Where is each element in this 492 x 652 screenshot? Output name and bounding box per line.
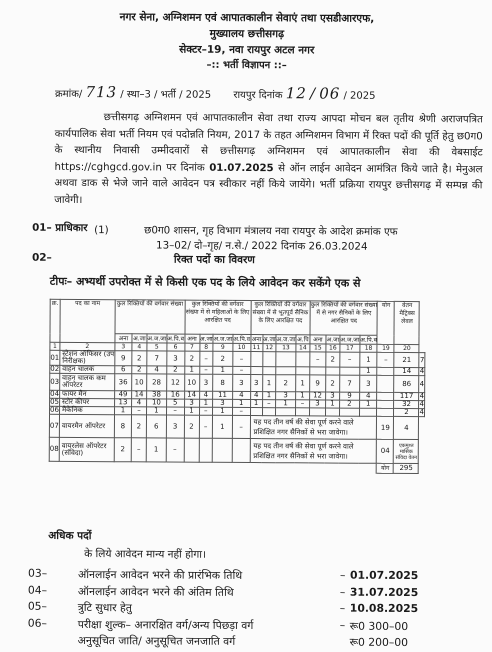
- date-row-value: 10.08.2025: [349, 601, 419, 616]
- row-cell: –: [310, 352, 326, 367]
- row-total: 32: [394, 400, 419, 408]
- row-cell: 6: [146, 415, 166, 438]
- date-row-number: 06–: [27, 616, 47, 630]
- col-head-post: पद का नाम: [60, 299, 115, 342]
- row-cell: [212, 438, 232, 462]
- row-cell: 13: [114, 399, 131, 407]
- row-cell: 1: [213, 366, 233, 374]
- col-num: 5: [147, 343, 167, 351]
- row-cell: 2: [213, 351, 233, 366]
- row-total: 19: [377, 416, 394, 439]
- row-cell: –: [377, 352, 394, 367]
- row-cell: 12: [310, 392, 326, 400]
- date-row-label: परीक्षा शुल्क– अनारक्षित वर्ग/अन्य पिछड़ा वर्ग: [77, 617, 254, 632]
- row-cell: 2: [132, 366, 147, 374]
- row-cell: [325, 408, 339, 416]
- row-pay-level: 7: [419, 353, 425, 368]
- col-num: 1: [50, 342, 60, 350]
- row-cell: –: [340, 352, 360, 367]
- vacancy-table: [49, 299, 426, 474]
- row-cell: [377, 375, 394, 392]
- col-head-women: कुल रिक्तियों की वर्गवार संख्या में से महिलाओं के लिए आरक्षित पद: [184, 300, 250, 334]
- notice-header: [1, 9, 492, 76]
- row-cell: 2: [339, 400, 359, 408]
- row-cell: 3: [199, 374, 213, 391]
- date-row-number: 04–: [27, 583, 48, 597]
- row-cell: [309, 408, 325, 416]
- row-cell: 4: [199, 391, 213, 399]
- row-pay-level: 4: [394, 416, 419, 439]
- ref-date-label: रायपुर दिनांक: [233, 89, 283, 102]
- after-table-line1: अधिक पदों: [48, 529, 92, 543]
- row-cell: 2: [184, 351, 199, 366]
- vacancy-row: [49, 437, 424, 463]
- row-cell: 28: [147, 374, 167, 391]
- ref-date-slash: /: [309, 84, 317, 103]
- row-cell: –: [166, 407, 184, 415]
- row-cell: 10: [146, 399, 166, 407]
- row-cell: 38: [147, 391, 167, 399]
- row-cell: 14: [184, 391, 199, 399]
- row-cell: –: [233, 351, 251, 366]
- col-num: 16: [326, 344, 340, 352]
- row-cell: 1: [360, 352, 378, 367]
- row-cell: 3: [309, 400, 325, 408]
- row-cell: 1: [359, 400, 377, 408]
- authority-section: [32, 221, 487, 253]
- row-sno: 02: [50, 364, 60, 373]
- row-cell: 4: [250, 392, 262, 400]
- row-note: यह पद तीन वर्ष की सेवा पूर्ण करने वाले प्रशिक्षित नगर सैनिकों से भरा जावेगा।: [250, 439, 377, 464]
- row-cell: [295, 408, 309, 416]
- authority-sub: (1): [94, 224, 109, 237]
- row-cell: 3: [326, 392, 340, 400]
- row-post-name: वायरलेस ऑपरेटर (संविदा): [59, 437, 114, 461]
- row-cell: 2: [184, 415, 199, 438]
- row-post-name: फायर मैन: [60, 390, 115, 398]
- intro-text-2: से ऑन लाईन आवेदन आमंत्रित किये जाते है। मेनुअल अथवा डाक से भेजे जाने वाले आवेदन पत्र स्वीकार नहीं किये जायेंगे। भर्ती प्रक्रिया रायपुर छत्तीसगढ़ में सम्पन्न की जावेगी।: [54, 162, 483, 206]
- date-row: [28, 633, 468, 652]
- row-cell: [377, 392, 394, 400]
- date-row-value: रू0 200–00: [349, 635, 409, 650]
- row-cell: 10: [184, 374, 199, 391]
- col-num: 9: [213, 343, 233, 351]
- row-post-name: वाहन चालक कम ऑपरेटर: [60, 373, 115, 390]
- row-cell: [377, 400, 394, 408]
- row-total: 21: [394, 352, 419, 367]
- ref-date-month: 06: [319, 84, 341, 103]
- row-sno: 08: [49, 437, 59, 461]
- row-total: 04: [377, 439, 394, 463]
- row-cell: [250, 352, 262, 367]
- row-pay-level: 4: [419, 392, 425, 401]
- row-cell: 1: [296, 392, 310, 400]
- grand-total-spacer: [49, 461, 377, 473]
- row-cell: 7: [147, 351, 167, 366]
- intro-text-1: छत्तीसगढ़ अग्निशमन एवं आपातकालीन सेवा तथा राज्य आपदा मोचन बल तृतीय श्रेणी अराजपत्रित कार्यपालिक सेवा भर्ती नियम एवं पदोन्नति नियम, 2017 के तहत अग्निशमन विभाग में रिक्त पदों की पूर्ति हेतु छ0ग0 के स्थानीय निवासी उम्मीदवारों से छत्तीसगढ़ अग्निशमन एवं आपातकालीन सेवा की वेबसाईट https://cghgcd.gov.in पर दिनांक: [54, 112, 483, 174]
- row-cell: [276, 352, 296, 367]
- row-cell: –: [232, 415, 250, 438]
- cat-head: अ.पि: [297, 335, 309, 343]
- row-cell: 1: [146, 407, 166, 415]
- row-post-name: स्टेशन ऑफिसर (उप निरीक्षक): [60, 350, 115, 365]
- col-head-home-guards: कुल रिक्तियों की वर्गवार संख्या में से नगर सैनिकों के लिए आरक्षित पद: [310, 301, 378, 335]
- col-num: 6: [167, 343, 185, 351]
- intro-start-date: 01.07.2025: [209, 162, 274, 174]
- cat-head: अ.पि.व: [167, 335, 184, 343]
- cat-head: अ.ज.जा: [213, 335, 233, 343]
- cat-head: अ.ज.जा: [147, 334, 167, 343]
- date-row-dash: –: [339, 585, 346, 599]
- row-cell: –: [233, 366, 251, 374]
- reference-line: [55, 83, 485, 104]
- col-num: 12: [262, 344, 276, 352]
- row-cell: 5: [166, 399, 184, 407]
- row-cell: –: [131, 438, 146, 462]
- row-cell: 9: [115, 351, 132, 366]
- row-cell: [276, 408, 296, 416]
- row-cell: 1: [212, 415, 232, 438]
- cat-head: अ.जा: [199, 335, 213, 343]
- col-num: 13: [276, 344, 296, 352]
- row-cell: [339, 408, 359, 416]
- row-cell: 3: [184, 399, 199, 407]
- row-cell: 1: [114, 407, 131, 415]
- grand-total-value: 295: [394, 463, 419, 473]
- row-sno: 06: [50, 405, 59, 414]
- row-sno: 04: [50, 389, 60, 398]
- key-dates-list: [28, 567, 468, 652]
- row-cell: [276, 367, 296, 375]
- ref-date-year: / 2025: [343, 90, 376, 102]
- row-cell: 36: [115, 374, 132, 391]
- row-total: 14: [394, 367, 419, 375]
- row-cell: 14: [132, 391, 147, 399]
- header-line-address: सेक्टर–19, नवा रायपुर अटल नगर: [179, 43, 315, 57]
- row-cell: 1: [146, 438, 166, 462]
- row-cell: 3: [167, 351, 185, 366]
- section-vacancy-heading: [31, 251, 255, 267]
- row-cell: 1: [296, 375, 310, 392]
- row-cell: [262, 367, 276, 375]
- row-cell: 3: [359, 375, 377, 392]
- row-cell: 10: [132, 374, 147, 391]
- col-num: 2: [60, 342, 115, 350]
- row-pay-level: एकमुश्त मासिक संविदा वेतन: [394, 439, 419, 463]
- tip-note: टीपः– अभ्यर्थी उपरोक्त में से किसी एक पद के लिये आवेदन कर सकेंगे एक से: [49, 274, 361, 290]
- row-cell: 3: [166, 415, 184, 438]
- row-cell: 2: [114, 438, 131, 462]
- col-num: 14: [296, 344, 310, 352]
- row-cell: 1: [276, 400, 296, 408]
- col-num: 11: [250, 344, 262, 352]
- row-cell: –: [199, 366, 213, 374]
- row-pay-level: 4: [419, 367, 425, 376]
- row-cell: [377, 367, 394, 375]
- col-num: 3: [115, 343, 132, 351]
- cat-head: अ.पि.व: [360, 336, 377, 344]
- after-table-line2: के लिये आवेदन मान्य नहीं होगा।: [84, 548, 207, 561]
- header-line-hq: मुख्यालय छत्तीसगढ़: [209, 27, 285, 41]
- row-cell: 1: [232, 399, 250, 407]
- row-cell: 1: [184, 407, 199, 415]
- date-row-number: 03–: [27, 566, 48, 580]
- row-total: 86: [394, 375, 419, 392]
- row-cell: 1: [360, 367, 378, 375]
- row-cell: 1: [184, 366, 199, 374]
- col-num: 18: [360, 344, 378, 352]
- row-cell: 4: [232, 391, 250, 399]
- cat-head: अ.पि.व: [233, 335, 251, 343]
- recruitment-notice-page: [0, 9, 492, 650]
- authority-order: [144, 223, 464, 255]
- row-cell: 12: [166, 374, 184, 391]
- row-cell: [250, 408, 262, 416]
- col-num: 8: [199, 343, 213, 351]
- col-head-sno: क्र.: [50, 299, 60, 342]
- row-cell: [262, 352, 276, 367]
- row-cell: 3: [213, 399, 233, 407]
- row-post-name: वायरमैन ऑपरेटर: [59, 414, 114, 437]
- row-cell: [326, 367, 340, 375]
- vacancy-row: [49, 414, 424, 439]
- row-cell: 4: [147, 366, 167, 374]
- row-cell: –: [262, 400, 276, 408]
- row-cell: [250, 367, 262, 375]
- cat-head: अ.ज.जा: [276, 335, 296, 343]
- row-cell: 11: [213, 391, 233, 399]
- row-cell: –: [199, 415, 213, 438]
- row-cell: 8: [114, 415, 131, 438]
- row-cell: 1: [250, 400, 262, 408]
- cat-head: अ.ज.जा: [340, 336, 360, 344]
- row-cell: 9: [310, 375, 326, 392]
- row-cell: [377, 408, 394, 416]
- grand-total-label: योग: [377, 463, 394, 473]
- ref-date-day: 12: [285, 84, 307, 103]
- section-title: रिक्त पदों का विवरण: [173, 253, 255, 267]
- row-cell: [296, 352, 310, 367]
- row-cell: 9: [340, 392, 360, 400]
- row-cell: –: [199, 407, 213, 415]
- cat-head: अना: [310, 335, 326, 344]
- date-row-label: अनुसूचित जाति/ अनुसूचित जनजाति वर्ग: [77, 633, 236, 648]
- row-pay-level: 4: [419, 408, 425, 417]
- row-cell: 3: [250, 375, 262, 392]
- row-cell: [232, 438, 250, 462]
- row-post-name: वाहन चालक: [60, 365, 115, 373]
- cat-head: अ.जा: [326, 335, 340, 344]
- date-row-dash: –: [339, 568, 346, 582]
- col-head-total-vacancy: कुल रिक्तियों की वर्गवार संख्या: [115, 300, 185, 334]
- row-cell: 2: [167, 366, 185, 374]
- row-cell: –: [131, 407, 146, 415]
- row-cell: 4: [131, 399, 146, 407]
- row-cell: [199, 438, 213, 462]
- col-head-total: योग: [377, 301, 394, 344]
- col-num: 20: [394, 344, 419, 352]
- col-num: 17: [340, 344, 360, 352]
- row-post-name: स्टोर कीपर: [59, 398, 114, 406]
- row-cell: –: [166, 438, 184, 462]
- date-row-value: 01.07.2025: [349, 568, 419, 583]
- authority-order-line2: 13–02/ दो–गृह/ न.से./ 2022 दिनांक 26.03.2024: [156, 239, 368, 253]
- row-cell: –: [295, 400, 309, 408]
- row-total: 2: [394, 408, 419, 416]
- row-cell: 2: [326, 352, 340, 367]
- header-line-title: –:: भर्ती विज्ञापन ::–: [206, 59, 287, 72]
- authority-order-line1: छ0ग0 शासन, गृह विभाग मंत्रालय नवा रायपुर के आदेश क्रमांक एफ: [144, 224, 398, 238]
- row-sno: 03: [50, 373, 60, 390]
- row-cell: –: [199, 351, 213, 366]
- row-cell: [262, 408, 276, 416]
- row-cell: 49: [115, 391, 132, 399]
- col-head-pay-level: वेतन मैट्रिक्स लेवल: [394, 301, 419, 344]
- row-cell: –: [232, 407, 250, 415]
- row-cell: 1: [213, 407, 233, 415]
- row-cell: 2: [131, 415, 146, 438]
- row-cell: 7: [340, 375, 360, 392]
- col-num: 15: [310, 344, 326, 352]
- col-num: 4: [132, 343, 147, 351]
- row-cell: [340, 367, 360, 375]
- row-sno: 05: [50, 397, 60, 406]
- row-sno: 01: [50, 350, 60, 365]
- ref-kramank-rest: / स्था–3 / भर्ती / 2025: [120, 89, 212, 101]
- row-cell: 3: [276, 392, 296, 400]
- header-line-dept: नगर सेना, अग्निशमन एवं आपातकालीन सेवाएं तथा एसडीआरएफ,: [119, 11, 375, 25]
- row-cell: 16: [166, 391, 184, 399]
- date-row-label: त्रुटि सुधार हेतु: [77, 600, 132, 615]
- row-sno: 07: [49, 414, 59, 437]
- date-row-label: ऑनलाईन आवेदन भरने की प्रारंभिक तिथि: [77, 567, 243, 582]
- cat-head: अ.जा: [263, 335, 276, 343]
- row-cell: 3: [233, 374, 251, 391]
- date-row-number: 05–: [27, 599, 48, 613]
- grand-total-row: [49, 461, 424, 473]
- cat-head: अना: [251, 335, 262, 343]
- row-cell: 1: [199, 399, 213, 407]
- row-cell: 6: [115, 366, 132, 374]
- row-pay-level: 4: [419, 376, 425, 393]
- row-cell: 2: [132, 351, 147, 366]
- intro-paragraph: [54, 110, 483, 212]
- col-num: 19: [377, 344, 394, 352]
- cat-head: अना: [115, 334, 132, 343]
- col-head-ex-servicemen: कुल रिक्तियों की वर्गवार संख्या में से भूतपूर्व सैनिक के लिए आरक्षित पद: [251, 301, 311, 335]
- row-cell: 1: [262, 375, 276, 392]
- row-cell: 1: [325, 400, 339, 408]
- col-num: 10: [233, 343, 251, 351]
- section-number: 02–: [31, 251, 52, 264]
- row-note: यह पद तीन वर्ष की सेवा पूर्ण करने वाले प्रशिक्षित नगर सैनिकों से भरा जावेगा।: [250, 416, 377, 440]
- cat-head: अ.जा: [133, 334, 146, 342]
- row-cell: 4: [359, 392, 377, 400]
- col-num: 7: [184, 343, 199, 351]
- row-cell: [184, 438, 199, 462]
- ref-kramank-number: 713: [85, 83, 118, 102]
- row-pay-level: 4: [419, 400, 425, 409]
- date-row-dash: –: [339, 601, 346, 615]
- row-cell: 8: [213, 374, 233, 391]
- ref-kramank-label: क्रमांक/: [54, 88, 83, 100]
- row-post-name: मैकेनिक: [59, 406, 114, 414]
- date-row-value: 31.07.2025: [349, 585, 419, 599]
- row-cell: [359, 408, 377, 416]
- date-row-value: रू0 300–00: [349, 619, 409, 633]
- date-row-label: ऑनलाईन आवेदन भरने की अंतिम तिथि: [77, 584, 234, 599]
- row-cell: 1: [262, 392, 276, 400]
- date-row-dash: –: [339, 618, 346, 632]
- authority-label: 01– प्राधिकार: [32, 221, 88, 235]
- cat-head: अना: [184, 334, 199, 343]
- row-total: 117: [394, 392, 419, 400]
- row-cell: 2: [276, 375, 296, 392]
- row-cell: 2: [326, 375, 340, 392]
- row-cell: [310, 367, 326, 375]
- row-cell: [296, 367, 310, 375]
